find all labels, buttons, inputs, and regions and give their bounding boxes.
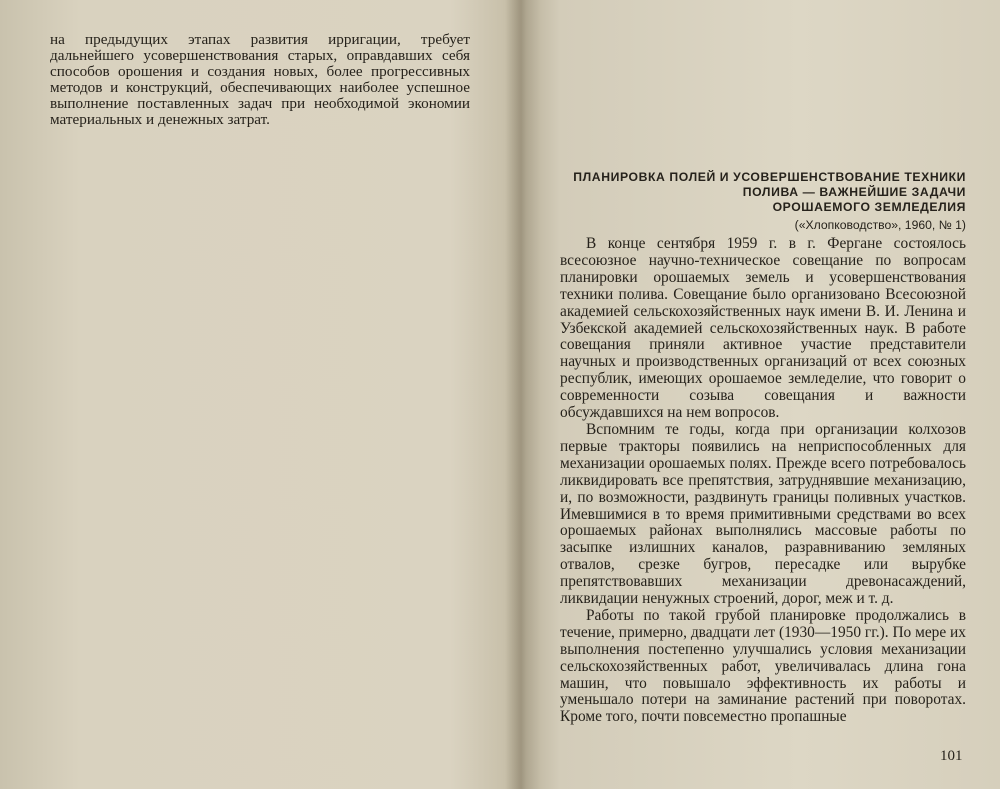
page-number: 101 <box>940 748 963 764</box>
article-heading <box>560 170 966 215</box>
paragraph-2: Вспомним те годы, когда при организации колхозов первые тракторы появились на неприспособленных для механизации орошаемых полях. Прежде всего потребовалось ликвидировать все препятствия, затруднявшие механизацию, и, по возможности, раздвинуть границы поливных участков. Имевшимися в то время примитивными средствами во всех орошаемых районах выполнялись массовые работы по засыпке излишних каналов, разравниванию земляных отвалов, срезке бугров, пересадке или вырубке препятствовавших механизации древонасаждений, ликвидации ненужных строений, дорог, меж и т. д. <box>560 420 966 608</box>
left-page <box>50 32 470 129</box>
paragraph-3: Работы по такой грубой планировке продолжались в течение, примерно, двадцати лет (1930—1950 гг.). По мере их выполнения постепенно улучшались условия механизации сельскохозяйственных работ, увеличивалась длина гона машин, что повышало эффективность их работы и уменьшало потери на заминание растений при поворотах. Кроме того, почти повсеместно пропашные <box>560 606 966 726</box>
book-gutter <box>505 0 541 789</box>
heading-line-1: ПЛАНИРОВКА ПОЛЕЙ И УСОВЕРШЕНСТВОВАНИЕ ТЕХНИКИ <box>573 170 966 184</box>
heading-line-3: ОРОШАЕМОГО ЗЕМЛЕДЕЛИЯ <box>772 200 966 214</box>
left-page-text: на предыдущих этапах развития ирригации, требует дальнейшего усовершенствования старых, оправдавших себя способов орошения и создания новых, более прогрессивных методов и конструкций, обеспечивающих наиболее успешное выполнение поставленных задач при необходимой экономии материальных и денежных затрат. <box>50 31 470 129</box>
paragraph-1: В конце сентября 1959 г. в г. Фергане состоялось всесоюзное научно-техническое совещание по вопросам планировки орошаемых земель и усовершенствования техники полива. Совещание было организовано Всесоюзной академией сельскохозяйственных наук имени В. И. Ленина и Узбекской академией сельскохозяйственных наук. В работе совещания приняли активное участие представители научных и производственных организаций от всех союзных республик, имеющих орошаемое земледелие, что говорит о современности созыва совещания и важности обсуждавшихся на нем вопросов. <box>560 235 966 422</box>
heading-line-2: ПОЛИВА — ВАЖНЕЙШИЕ ЗАДАЧИ <box>742 185 966 199</box>
article-source: («Хлопководство», 1960, № 1) <box>794 218 966 232</box>
right-page <box>560 170 966 726</box>
